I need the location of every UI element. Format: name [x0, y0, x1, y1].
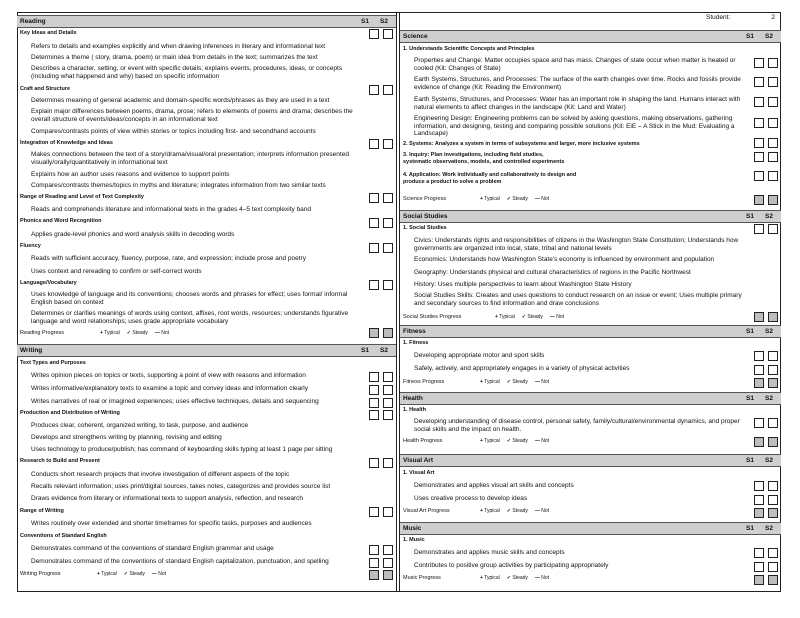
health-title: Health [403, 395, 423, 402]
writing-progress-s1[interactable] [369, 570, 379, 580]
reading-header [17, 15, 396, 28]
standard-heading: Range of Writing [20, 508, 64, 514]
standard-heading: Fluency [20, 243, 41, 249]
writing-item: Uses technology to produce/publish; has command of keyboarding skills typing at least 1 page per sitting [31, 446, 333, 453]
fitness-progress-s1[interactable] [754, 378, 764, 388]
writing-item: Writes routinely over extended and shorter timeframes for specific tasks, purposes and audiences [31, 520, 312, 527]
grade-box-s1[interactable] [754, 58, 764, 68]
grade-box-s2[interactable] [768, 562, 778, 572]
grade-box-s2[interactable] [383, 372, 393, 382]
grade-box-s2[interactable] [383, 385, 393, 395]
grade-box-s1[interactable] [754, 77, 764, 87]
grade-box-s2[interactable] [768, 481, 778, 491]
reading-item: Explains how an author uses reasons and evidence to support points [31, 171, 230, 178]
writing-header [17, 344, 396, 357]
grade-box-s1[interactable] [754, 224, 764, 234]
music-item: Demonstrates and applies music skills and concepts [414, 549, 565, 556]
grade-box-s1[interactable] [369, 29, 379, 39]
science-item: Earth Systems, Structures, and Processes: Water has an important role in shaping the land. Humans interact with natural elements to affect changes in the landscape (Kit: Land and Water) [414, 96, 741, 111]
reading-item: Explain major differences between poems, drama, prose; refers to elements of poems and drama; describes the overall structure of events/ideas/concepts in an informational text [31, 108, 353, 123]
grade-box-s2[interactable] [383, 243, 393, 253]
grade-box-s1[interactable] [369, 85, 379, 95]
writing-item: Develops and strengthens writing by planning, revising and editing [31, 434, 222, 441]
s2-label: S2 [765, 457, 773, 464]
health-progress-s2[interactable] [768, 437, 778, 447]
s2-label: S2 [765, 328, 773, 335]
reading-item: Uses context and rereading to confirm or self-correct words [31, 268, 202, 275]
grade-box-s1[interactable] [754, 481, 764, 491]
social-item: History: Uses multiple perspectives to learn about Washington State History [414, 281, 632, 288]
grade-box-s2[interactable] [768, 77, 778, 87]
grade-box-s2[interactable] [768, 58, 778, 68]
health-item: Developing understanding of disease control, personal safety, family/cultural/environmental dynamics, and proper social skills and the impact on health. [414, 418, 740, 433]
writing-item: Produces clear, coherent, organized writing, to task, purpose, and audience [31, 422, 249, 429]
grade-box-s2[interactable] [768, 138, 778, 148]
left-column [17, 12, 397, 592]
health-progress-s1[interactable] [754, 437, 764, 447]
writing-item: Writes opinion pieces on topics or texts, supporting a point of view with reasons and information [31, 372, 306, 379]
s1-label: S1 [746, 328, 754, 335]
progress-legend: + Typical ✓ Steady — Not [97, 571, 167, 577]
grade-box-s2[interactable] [383, 398, 393, 408]
grade-box-s1[interactable] [754, 418, 764, 428]
reading-item: Determines a theme ( story, drama, poem) or main idea from details in the text; summarizes the text [31, 54, 318, 61]
grade-box-s2[interactable] [383, 85, 393, 95]
reading-item: Reads and comprehends literature and informational texts in the grades 4–5 text complexity band [31, 206, 312, 213]
grade-box-s1[interactable] [369, 558, 379, 568]
fitness-title: Fitness [403, 328, 426, 335]
reading-item: Refers to details and examples explicitly and when drawing inferences in literary and informational text [31, 43, 326, 50]
music-progress-s1[interactable] [754, 575, 764, 585]
grade-box-s1[interactable] [754, 495, 764, 505]
social-progress-s1[interactable] [754, 312, 764, 322]
fitness-progress-label: Fitness Progress [403, 379, 445, 385]
s2-label: S2 [765, 213, 773, 220]
visual-art-item: Demonstrates and applies visual art skills and concepts [414, 482, 574, 489]
standard-heading: Phonics and Word Recognition [20, 218, 102, 224]
progress-legend: + Typical ✓ Steady — Not [480, 438, 550, 444]
visual-art-item: Uses creative process to develop ideas [414, 495, 528, 502]
social-item: Economics: Understands how Washington State's economy is influenced by environment and population [414, 256, 715, 263]
s1-label: S1 [746, 33, 754, 40]
grade-box-s1[interactable] [754, 118, 764, 128]
reading-item: Makes connections between the text of a story/drama/visual/oral presentation; interprets information presented visually/orally/quantitatively in informational text [31, 151, 349, 166]
grade-box-s2[interactable] [383, 545, 393, 555]
grade-box-s1[interactable] [369, 545, 379, 555]
writing-item: Conducts short research projects that involve investigation of different aspects of the topic [31, 471, 290, 478]
student-label: Student: [706, 14, 731, 21]
social-title: Social Studies [403, 213, 448, 220]
science-progress-s1[interactable] [754, 195, 764, 205]
s2-label: S2 [765, 33, 773, 40]
standard-heading: Craft and Structure [20, 86, 71, 92]
s1-label: S1 [746, 457, 754, 464]
reading-item: Describes a character, setting, or event with specific details; explains events, procedures, ideas, or concepts (including what happened and why) based on specific information [31, 65, 343, 80]
progress-legend: + Typical ✓ Steady — Not [480, 575, 550, 581]
visual-art-title: Visual Art [403, 457, 433, 464]
progress-legend: + Typical ✓ Steady — Not [495, 314, 565, 320]
grade-box-s1[interactable] [369, 218, 379, 228]
grade-box-s2[interactable] [768, 351, 778, 361]
s2-label: S2 [380, 18, 388, 25]
standard-heading: 1. Health [403, 407, 426, 413]
right-column [399, 12, 781, 592]
standard-heading: Text Types and Purposes [20, 360, 86, 366]
reading-progress-label: Reading Progress [20, 330, 65, 336]
fitness-item: Developing appropriate motor and sport skills [414, 352, 545, 359]
writing-item: Writes informative/explanatory texts to examine a topic and convey ideas and information clearly [31, 385, 308, 392]
reading-item: Determines or clarifies meanings of words using context, affixes, root words, resources; understands figurative language and word relationships; uses grade appropriate vocabulary [31, 310, 349, 325]
writing-item: Recalls relevant information; uses print/digital sources, takes notes, categorizes and provides source list [31, 483, 331, 490]
music-item: Contributes to positive group activities by participating appropriately [414, 562, 609, 569]
writing-item: Demonstrates command of the conventions of standard English capitalization, punctuation, and spelling [31, 558, 329, 565]
grade-box-s2[interactable] [383, 29, 393, 39]
music-progress-s2[interactable] [768, 575, 778, 585]
s1-label: S1 [746, 395, 754, 402]
writing-item: Demonstrates command of the conventions of standard English grammar and usage [31, 545, 274, 552]
s2-label: S2 [380, 347, 388, 354]
standard-heading: 1. Fitness [403, 340, 429, 346]
grade-box-s2[interactable] [383, 507, 393, 517]
progress-legend: + Typical ✓ Steady — Not [100, 330, 170, 336]
standard-heading: 1. Visual Art [403, 470, 435, 476]
science-header [400, 30, 781, 43]
science-progress-s2[interactable] [768, 195, 778, 205]
standard-heading: 4. Application: Work individually and collaboratively to design and produce a product to solve a problem [403, 172, 577, 185]
standard-heading: Key Ideas and Details [20, 30, 77, 36]
progress-legend: + Typical ✓ Steady — Not [480, 508, 550, 514]
visual-art-progress-s1[interactable] [754, 508, 764, 518]
grade-box-s1[interactable] [754, 97, 764, 107]
grade-box-s2[interactable] [768, 152, 778, 162]
fitness-progress-s2[interactable] [768, 378, 778, 388]
standard-heading: Integration of Knowledge and Ideas [20, 140, 113, 146]
s1-label: S1 [746, 213, 754, 220]
grade-box-s2[interactable] [768, 418, 778, 428]
progress-legend: + Typical ✓ Steady — Not [480, 379, 550, 385]
health-header [400, 392, 781, 405]
grade-box-s1[interactable] [369, 398, 379, 408]
writing-item: Writes narratives of real or imagined experiences; uses effective techniques, details and sequencing [31, 398, 319, 405]
social-item: Social Studies Skills: Creates and uses questions to conduct research on an issue or event; Uses multiple primary and secondary sources to find information and draw conclusions [414, 292, 742, 307]
standard-heading: 1. Social Studies [403, 225, 447, 231]
progress-legend: + Typical ✓ Steady — Not [480, 196, 550, 202]
grade-box-s2[interactable] [383, 218, 393, 228]
science-progress-label: Science Progress [403, 196, 447, 202]
grade-box-s2[interactable] [383, 558, 393, 568]
grade-box-s1[interactable] [754, 138, 764, 148]
s1-label: S1 [361, 18, 369, 25]
social-header [400, 210, 781, 223]
science-title: Science [403, 33, 428, 40]
grade-box-s1[interactable] [369, 385, 379, 395]
s1-label: S1 [361, 347, 369, 354]
grade-box-s2[interactable] [768, 224, 778, 234]
standard-heading: Research to Build and Present [20, 458, 100, 464]
grade-box-s1[interactable] [754, 365, 764, 375]
s1-label: S1 [746, 525, 754, 532]
grade-box-s2[interactable] [383, 280, 393, 290]
health-progress-label: Health Progress [403, 438, 443, 444]
grade-box-s1[interactable] [369, 193, 379, 203]
grade-box-s2[interactable] [768, 548, 778, 558]
s2-label: S2 [765, 525, 773, 532]
reading-progress-s1[interactable] [369, 328, 379, 338]
reading-item: Compares/contrasts themes/topics in myths and literature; integrates information from two similar texts [31, 182, 326, 189]
grade-box-s2[interactable] [768, 495, 778, 505]
standard-heading: 3. Inquiry: Plan investigations, including field studies, systematic observations, models, and controlled experiments [403, 152, 565, 165]
grade-box-s1[interactable] [369, 507, 379, 517]
reading-title: Reading [20, 18, 46, 25]
reading-item: Reads with sufficient accuracy, fluency, purpose, rate, and expression; include prose and poetry [31, 255, 306, 262]
grade-box-s1[interactable] [369, 372, 379, 382]
standard-heading: 1. Music [403, 537, 425, 543]
standard-heading: Conventions of Standard English [20, 533, 107, 539]
grade-box-s2[interactable] [383, 458, 393, 468]
grade-box-s1[interactable] [754, 562, 764, 572]
grade-box-s1[interactable] [754, 351, 764, 361]
visual-art-header [400, 454, 781, 467]
grade-box-s2[interactable] [768, 97, 778, 107]
reading-progress-s2[interactable] [383, 328, 393, 338]
grade-box-s1[interactable] [369, 458, 379, 468]
writing-title: Writing [20, 347, 43, 354]
page-number: 2 [771, 14, 775, 21]
grade-box-s2[interactable] [383, 139, 393, 149]
visual-art-progress-s2[interactable] [768, 508, 778, 518]
standard-heading: 2. Systems: Analyzes a system in terms of subsystems and larger, more inclusive systems [403, 141, 640, 147]
reading-item: Uses knowledge of language and its conventions; chooses words and phrases for effect; uses formal/ informal English based on context [31, 291, 348, 306]
standard-heading: Production and Distribution of Writing [20, 410, 120, 416]
social-progress-label: Social Studies Progress [403, 314, 462, 320]
science-item: Earth Systems, Structures, and Processes: The surface of the earth changes over time. Rocks and fossils provide evidence of change (Kit: Reading the Environment) [414, 76, 741, 91]
grade-box-s2[interactable] [383, 410, 393, 420]
music-header [400, 522, 781, 535]
science-item: Engineering Design: Engineering problems can be solved by asking questions, making observations, gathering information, and designing, testing and comparing possible solutions (Kit: EiE – A Stick in the Mud: Evaluating a Landscape) [414, 115, 735, 138]
social-progress-s2[interactable] [768, 312, 778, 322]
social-item: Geography: Understands physical and cultural characteristics of regions in the Pacific Northwest [414, 269, 691, 276]
grade-box-s2[interactable] [768, 171, 778, 181]
writing-progress-s2[interactable] [383, 570, 393, 580]
grade-box-s1[interactable] [369, 280, 379, 290]
grade-box-s1[interactable] [754, 548, 764, 558]
grade-box-s1[interactable] [754, 152, 764, 162]
music-progress-label: Music Progress [403, 575, 441, 581]
standard-heading: Range of Reading and Level of Text Complexity [20, 194, 144, 200]
standard-heading: Language/Vocabulary [20, 280, 77, 286]
s2-label: S2 [765, 395, 773, 402]
reading-item: Applies grade-level phonics and word analysis skills in decoding words [31, 231, 235, 238]
grade-box-s1[interactable] [369, 139, 379, 149]
writing-item: Draws evidence from literary or informational texts to support analysis, reflection, and research [31, 495, 304, 502]
science-item: Properties and Change: Matter occupies space and has mass. Changes of state occur when matter is heated or cooled (Kit: Changes of State) [414, 57, 736, 72]
visual-art-progress-label: Visual Art Progress [403, 508, 450, 514]
grade-box-s2[interactable] [768, 365, 778, 375]
reading-item: Determines meaning of general academic and domain-specific words/phrases as they are used in a text [31, 97, 330, 104]
music-title: Music [403, 525, 422, 532]
grade-box-s2[interactable] [768, 118, 778, 128]
grade-box-s1[interactable] [369, 243, 379, 253]
grade-box-s1[interactable] [369, 410, 379, 420]
standard-heading: 1. Understands Scientific Concepts and Principles [403, 46, 535, 52]
social-item: Civics: Understands rights and responsibilities of citizens in the Washington State Constitution; Understands how governments are organized into local, state, tribal and national levels [414, 237, 739, 252]
grade-box-s2[interactable] [383, 193, 393, 203]
reading-item: Compares/contrasts points of view within stories or topics including first- and secondhand accounts [31, 128, 316, 135]
fitness-item: Safely, actively, and appropriately engages in a variety of physical activities [414, 365, 630, 372]
grade-box-s1[interactable] [754, 171, 764, 181]
writing-progress-label: Writing Progress [20, 571, 61, 577]
fitness-header [400, 325, 781, 338]
